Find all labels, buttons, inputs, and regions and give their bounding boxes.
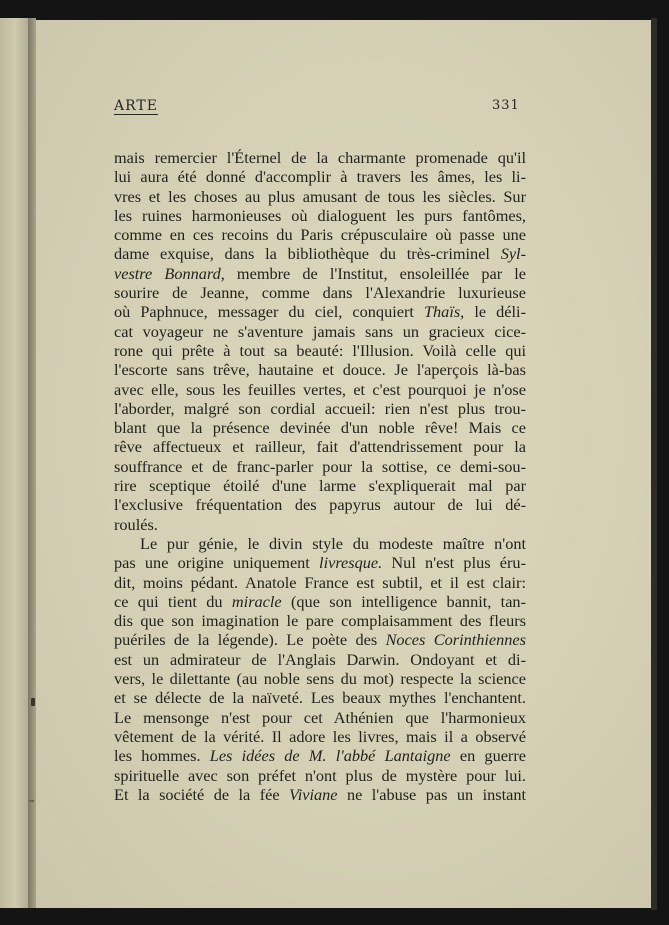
text-line: vêtement de la vérité. Il adore les livres, mais il a observé <box>114 726 526 746</box>
text-line: l'escorte sans trêve, hautaine et douce. Je l'aperçois là-bas <box>114 360 526 380</box>
running-title: ARTE <box>114 98 158 114</box>
page-number: 331 <box>492 98 520 113</box>
text-line: vers, le dilettante (au noble sens du mot) respecte la science <box>114 669 526 689</box>
text-line: puériles de la légende). Le poète des Noces Corinthiennes <box>114 630 526 650</box>
italic-title: Thaïs, <box>423 302 465 322</box>
margin-tick-mark <box>29 800 34 802</box>
text-line: vestre Bonnard, membre de l'Institut, ensoleillée par le <box>114 263 526 283</box>
text-line: rêve affectueux et railleur, fait d'attendrissement pour la <box>114 437 526 457</box>
text-line: spirituelle avec son préfet n'ont plus de mystère pour lui. <box>114 765 526 785</box>
text-line: roulés. <box>114 514 158 534</box>
text-line: rone qui prête à tout sa beauté: l'Illusion. Voilà celle qui <box>114 340 526 360</box>
italic-title: Viviane <box>289 784 338 804</box>
text-line: avec elle, sous les feuilles vertes, et c'est pourquoi je n'ose <box>114 379 526 399</box>
text-line: lui aura été donné d'accomplir à travers les âmes, les li- <box>114 167 526 187</box>
text-line: les hommes. Les idées de M. l'abbé Lantaigne en guerre <box>114 746 527 766</box>
text-line: pas une origine uniquement livresque. Nul n'est plus éru- <box>114 553 526 573</box>
text-line: Et la société de la fée Viviane ne l'abuse pas un instant <box>114 784 526 804</box>
italic-title: Syl- <box>500 244 526 264</box>
text-line: dame exquise, dans la bibliothèque du très-criminel Syl- <box>114 244 526 264</box>
text-line: souffrance et de franc-parler pour la sottise, ce demi-sou- <box>114 456 526 476</box>
text-line: dis que son imagination le pare complaisamment des fleurs <box>114 611 526 631</box>
text-line: comme en ces recoins du Paris crépusculaire où passe une <box>114 225 526 245</box>
text-line: est un admirateur de l'Anglais Darwin. Ondoyant et di- <box>114 649 526 669</box>
text-line: blant que la présence devinée d'un noble rêve! Mais ce <box>114 418 526 438</box>
text-line: Le mensonge n'est pour cet Athénien que l'harmonieux <box>114 707 526 727</box>
italic-title: Les idées de M. l'abbé Lantaigne <box>209 746 451 766</box>
text-line: l'exclusive fréquentation des papyrus autour de lui dé- <box>114 495 526 515</box>
margin-ink-mark <box>31 698 35 706</box>
body-text <box>114 148 526 804</box>
facing-page-edge <box>0 18 29 908</box>
text-line: ce qui tient du miracle (que son intelligence bannit, tan- <box>114 591 526 611</box>
italic-word: miracle <box>231 591 282 611</box>
text-line: mais remercier l'Éternel de la charmante promenade qu'il <box>114 148 526 167</box>
text-line: Le pur génie, le divin style du modeste maître n'ont <box>140 533 526 553</box>
text-line: rire sceptique étoilé d'une larme s'expliquerait mal par <box>114 476 526 496</box>
italic-title: Noces Corinthiennes <box>385 630 526 650</box>
italic-title: vestre Bonnard, <box>114 263 225 283</box>
text-line: cat voyageur ne s'aventure jamais sans un gracieux cice- <box>114 321 526 341</box>
text-line: les ruines harmonieuses où dialoguent les purs fantômes, <box>114 205 526 225</box>
text-line: dit, moins pédant. Anatole France est subtil, et il est clair: <box>114 572 526 592</box>
page-edge-shadow <box>651 18 657 910</box>
italic-word: livresque. <box>319 553 383 573</box>
book-gutter <box>28 18 36 908</box>
text-line: sourire de Jeanne, comme dans l'Alexandrie luxurieuse <box>114 283 526 303</box>
text-line: et se délecte de la naïveté. Les beaux mythes l'enchantent. <box>114 688 526 708</box>
text-line: vres et les choses au plus amusant de tous les siècles. Sur <box>114 186 526 206</box>
text-line: l'aborder, malgré son cordial accueil: rien n'est plus trou- <box>114 398 526 418</box>
text-line: où Paphnuce, messager du ciel, conquiert Thaïs, le déli- <box>114 302 526 322</box>
